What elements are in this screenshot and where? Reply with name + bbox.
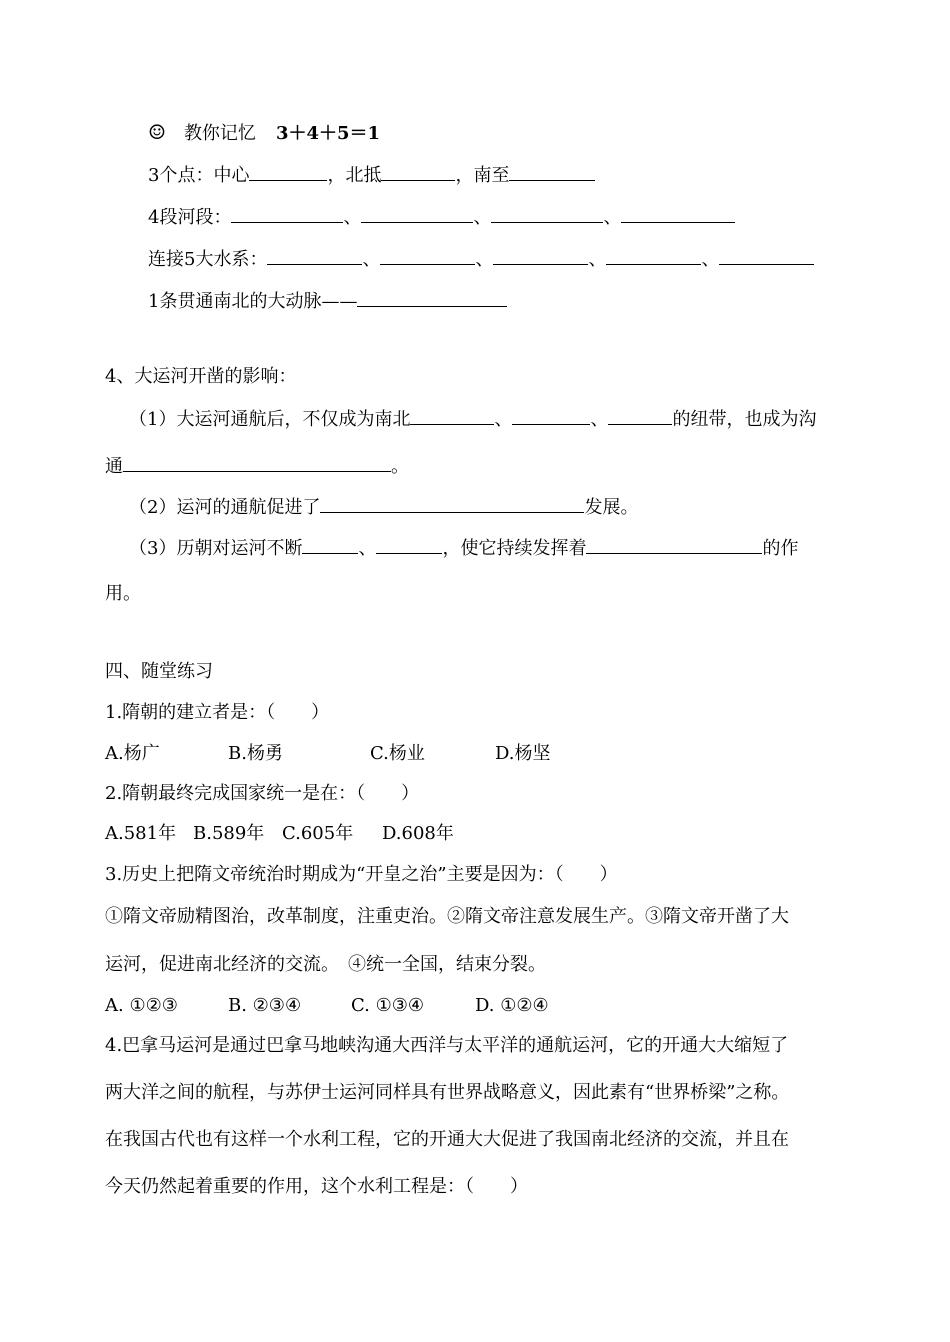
- smiley-icon: ☺: [148, 120, 166, 144]
- practice-heading: 四、随堂练习: [105, 661, 213, 682]
- q2-option-a[interactable]: A.581年: [105, 823, 177, 844]
- points-label: 3个点：中心: [148, 165, 250, 186]
- blank-p3-2[interactable]: [376, 535, 442, 554]
- blank-section-4[interactable]: [621, 204, 735, 223]
- blank-p2[interactable]: [320, 494, 584, 513]
- impact-p3-text: （3）历朝对运河不断: [129, 538, 303, 559]
- impact-p1-line1: [129, 406, 816, 432]
- impact-p2-text: （2）运河的通航促进了: [129, 497, 321, 518]
- impact-p1-text-b: 的纽带，也成为沟: [672, 409, 817, 430]
- question-4-line2: 两大洋之间的航程，与苏伊士运河同样具有世界战略意义，因此素有“世界桥梁”之称。: [105, 1082, 790, 1103]
- blank-south[interactable]: [509, 162, 595, 181]
- blank-system-2[interactable]: [380, 246, 475, 265]
- question-4-line1: 4.巴拿马运河是通过巴拿马地峡沟通大西洋与太平洋的通航运河，它的开通大大缩短了: [105, 1035, 789, 1056]
- q3-option-b[interactable]: B. ②③④: [228, 995, 302, 1016]
- artery-label: 1条贯通南北的大动脉——: [148, 291, 358, 312]
- impact-p2-text-b: 发展。: [584, 497, 639, 518]
- sep: 、: [603, 207, 622, 228]
- q2-option-d[interactable]: D.608年: [382, 823, 454, 844]
- blank-section-1[interactable]: [231, 204, 343, 223]
- blank-p3-3[interactable]: [586, 535, 762, 554]
- blank-p1-2[interactable]: [512, 406, 590, 425]
- sep: 、: [475, 249, 494, 270]
- sep: 、: [494, 409, 513, 430]
- impact-p2: [129, 494, 638, 520]
- sep: 、: [473, 207, 492, 228]
- sep: 、: [701, 249, 720, 270]
- q1-option-c[interactable]: C.杨业: [370, 743, 425, 764]
- blank-p1-3[interactable]: [608, 406, 672, 425]
- question-4-line4: 今天仍然起着重要的作用，这个水利工程是：（ ）: [105, 1176, 528, 1197]
- blank-p3-1[interactable]: [302, 535, 358, 554]
- impact-p3-line2: 用。: [105, 583, 141, 604]
- sections-label: 4段河段：: [148, 207, 232, 228]
- blank-center[interactable]: [249, 162, 327, 181]
- question-4-line3: 在我国古代也有这样一个水利工程，它的开通大大促进了我国南北经济的交流，并且在: [105, 1129, 789, 1150]
- q1-option-d[interactable]: D.杨坚: [495, 743, 551, 764]
- impact-p3-text-b: ，使它持续发挥着: [442, 538, 587, 559]
- points-line: [148, 162, 595, 188]
- systems-line: [148, 246, 814, 272]
- q3-statements-line1: ①隋文帝励精图治，改革制度，注重吏治。②隋文帝注意发展生产。③隋文帝开凿了大: [105, 906, 789, 927]
- impact-p1-text: （1）大运河通航后，不仅成为南北: [129, 409, 411, 430]
- impact-p3-line1: [129, 535, 798, 561]
- sep: 、: [588, 249, 607, 270]
- q2-option-b[interactable]: B.589年: [193, 823, 265, 844]
- impact-p1-end: 。: [391, 456, 409, 477]
- blank-system-3[interactable]: [493, 246, 588, 265]
- blank-system-5[interactable]: [719, 246, 814, 265]
- question-3: 3.历史上把隋文帝统治时期成为“开皇之治”主要是因为：（ ）: [105, 864, 618, 885]
- blank-section-2[interactable]: [361, 204, 473, 223]
- blank-system-1[interactable]: [267, 246, 362, 265]
- blank-section-3[interactable]: [491, 204, 603, 223]
- blank-p1-1[interactable]: [410, 406, 494, 425]
- blank-system-4[interactable]: [606, 246, 701, 265]
- q2-option-c[interactable]: C.605年: [282, 823, 354, 844]
- memory-title-line: [148, 120, 380, 146]
- q1-option-b[interactable]: B.杨勇: [228, 743, 283, 764]
- sep: 、: [362, 249, 381, 270]
- blank-p1-4[interactable]: [123, 453, 391, 472]
- impact-p3-text-c: 的作: [762, 538, 799, 559]
- blank-north[interactable]: [381, 162, 455, 181]
- sep: 、: [343, 207, 362, 228]
- systems-label: 连接5大水系：: [148, 249, 268, 270]
- question-1: 1.隋朝的建立者是：（ ）: [105, 702, 330, 723]
- sep: 、: [358, 538, 377, 559]
- artery-line: [148, 288, 507, 314]
- question-2: 2.隋朝最终完成国家统一是在：（ ）: [105, 783, 420, 804]
- sections-line: [148, 204, 735, 230]
- memory-title: 教你记忆: [183, 123, 256, 144]
- north-label: ，北抵: [327, 165, 382, 186]
- sep: 、: [590, 409, 609, 430]
- impact-heading: 4、大运河开凿的影响：: [105, 366, 297, 387]
- q3-statements-line2: 运河，促进南北经济的交流。 ④统一全国，结束分裂。: [105, 954, 546, 975]
- south-label: ，南至: [455, 165, 510, 186]
- blank-artery[interactable]: [357, 288, 507, 307]
- q3-option-a[interactable]: A. ①②③: [105, 995, 178, 1016]
- q1-option-a[interactable]: A.杨广: [105, 743, 160, 764]
- impact-p1-line2: [105, 453, 409, 479]
- q3-option-c[interactable]: C. ①③④: [351, 995, 424, 1016]
- impact-p1-text-c: 通: [105, 456, 123, 477]
- q3-option-d[interactable]: D. ①②④: [475, 995, 549, 1016]
- memory-formula: 3＋4＋5＝1: [275, 123, 381, 144]
